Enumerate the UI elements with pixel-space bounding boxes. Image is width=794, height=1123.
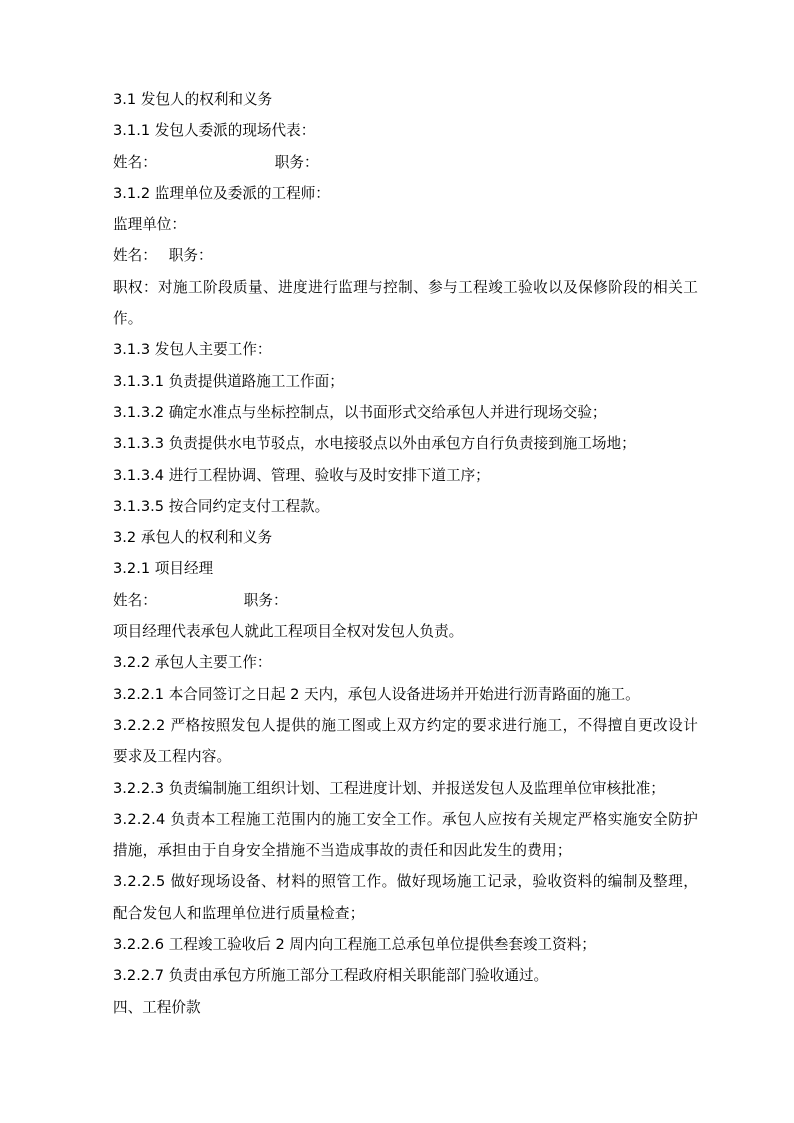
section-3-1-1-heading: 3.1.1 发包人委派的现场代表：	[113, 122, 316, 140]
section-3-2-2-heading: 3.2.2 承包人主要工作：	[113, 654, 272, 672]
engineer-name-label: 姓名：	[113, 247, 157, 265]
clause-3-1-3-5: 3.1.3.5 按合同约定支付工程款。	[113, 497, 330, 515]
clause-3-2-2-5: 3.2.2.5 做好现场设备、材料的照管工作。做好现场施工记录，验收资料的编制及整理，配合发包人和监理单位进行质量检查；	[113, 873, 698, 922]
clause-3-2-2-3: 3.2.2.3 负责编制施工组织计划、工程进度计划、并报送发包人及监理单位审核批准；	[113, 779, 665, 797]
clause-3-1-3-1: 3.1.3.1 负责提供道路施工工作面；	[113, 372, 344, 390]
clause-3-2-2-2: 3.2.2.2 严格按照发包人提供的施工图或上双方约定的要求进行施工，不得擅自更改设计要求及工程内容。	[113, 716, 698, 766]
section-4-heading: 四、工程价款	[113, 998, 201, 1016]
representative-fields	[113, 147, 698, 178]
engineer-fields	[113, 240, 698, 271]
manager-description: 项目经理代表承包人就此工程项目全权对发包人负责。	[113, 623, 464, 641]
rep-title-label: 职务：	[274, 153, 319, 171]
manager-title-label: 职务：	[243, 591, 288, 609]
clause-3-1-3-2: 3.1.3.2 确定水准点与坐标控制点，以书面形式交给承包人并进行现场交验；	[113, 403, 607, 421]
clause-3-2-2-1: 3.2.2.1 本合同签订之日起 2 天内，承包人设备进场并开始进行沥青路面的施工。	[113, 685, 640, 703]
clause-3-2-2-7: 3.2.2.7 负责由承包方所施工部分工程政府相关职能部门验收通过。	[113, 967, 549, 985]
section-3-2-1-heading: 3.2.1 项目经理	[113, 560, 214, 578]
manager-name-label: 姓名：	[113, 591, 157, 609]
clause-3-2-2-6: 3.2.2.6 工程竣工验收后 2 周内向工程施工总承包单位提供叁套竣工资料；	[113, 936, 596, 954]
section-3-1-heading: 3.1 发包人的权利和义务	[113, 91, 273, 108]
supervisor-unit-label: 监理单位：	[113, 216, 186, 234]
engineer-title-label: 职务：	[168, 247, 213, 265]
clause-3-1-3-4: 3.1.3.4 进行工程协调、管理、验收与及时安排下道工序；	[113, 466, 490, 484]
clause-3-1-3-3: 3.1.3.3 负责提供水电节驳点，水电接驳点以外由承包方自行负责接到施工场地；	[113, 435, 636, 453]
section-3-1-3-heading: 3.1.3 发包人主要工作：	[113, 341, 272, 359]
authority-paragraph: 职权：对施工阶段质量、进度进行监理与控制、参与工程竣工验收以及保修阶段的相关工作。	[113, 278, 698, 328]
section-3-2-heading: 3.2 承包人的权利和义务	[113, 529, 273, 547]
document-body	[113, 84, 698, 1023]
section-3-1-2-heading: 3.1.2 监理单位及委派的工程师：	[113, 184, 330, 202]
manager-fields	[113, 585, 698, 616]
rep-name-label: 姓名：	[113, 153, 157, 171]
clause-3-2-2-4: 3.2.2.4 负责本工程施工范围内的施工安全工作。承包人应按有关规定严格实施安全防护措施，承担由于自身安全措施不当造成事故的责任和因此发生的费用；	[113, 810, 698, 860]
